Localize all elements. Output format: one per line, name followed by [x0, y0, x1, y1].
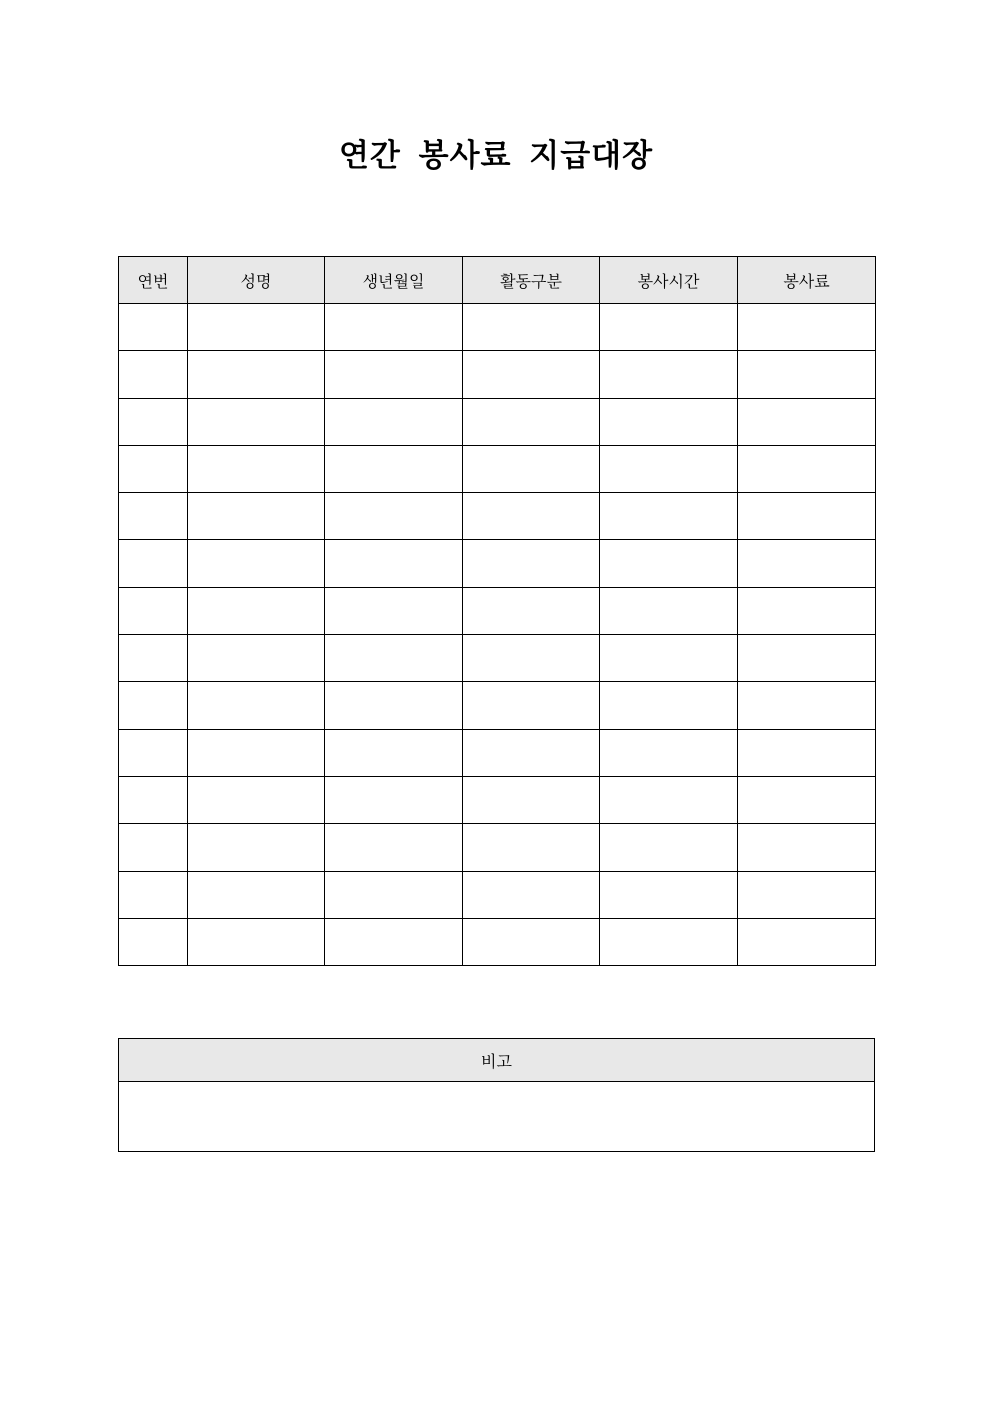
cell-service-fee[interactable]	[738, 729, 876, 776]
cell-service-hours[interactable]	[600, 824, 738, 871]
table-row	[119, 918, 876, 965]
cell-service-hours[interactable]	[600, 918, 738, 965]
cell-name[interactable]	[188, 729, 325, 776]
cell-service-hours[interactable]	[600, 445, 738, 492]
cell-serial-number[interactable]	[119, 871, 188, 918]
cell-service-fee[interactable]	[738, 398, 876, 445]
cell-activity-type[interactable]	[463, 918, 600, 965]
table-row	[119, 776, 876, 823]
cell-activity-type[interactable]	[463, 351, 600, 398]
cell-name[interactable]	[188, 493, 325, 540]
remarks-header: 비고	[119, 1039, 875, 1082]
cell-birth-date[interactable]	[325, 729, 463, 776]
header-birth-date: 생년월일	[325, 257, 463, 304]
cell-service-hours[interactable]	[600, 351, 738, 398]
cell-activity-type[interactable]	[463, 540, 600, 587]
cell-service-hours[interactable]	[600, 493, 738, 540]
cell-service-fee[interactable]	[738, 540, 876, 587]
cell-name[interactable]	[188, 304, 325, 351]
table-row	[119, 540, 876, 587]
cell-birth-date[interactable]	[325, 304, 463, 351]
cell-serial-number[interactable]	[119, 540, 188, 587]
cell-activity-type[interactable]	[463, 871, 600, 918]
cell-birth-date[interactable]	[325, 351, 463, 398]
cell-service-hours[interactable]	[600, 776, 738, 823]
remarks-table	[118, 1038, 875, 1152]
cell-birth-date[interactable]	[325, 587, 463, 634]
cell-service-hours[interactable]	[600, 729, 738, 776]
table-row	[119, 351, 876, 398]
cell-serial-number[interactable]	[119, 398, 188, 445]
header-service-fee: 봉사료	[738, 257, 876, 304]
cell-name[interactable]	[188, 398, 325, 445]
cell-name[interactable]	[188, 351, 325, 398]
cell-service-hours[interactable]	[600, 635, 738, 682]
cell-service-hours[interactable]	[600, 540, 738, 587]
cell-activity-type[interactable]	[463, 729, 600, 776]
cell-service-fee[interactable]	[738, 304, 876, 351]
cell-name[interactable]	[188, 635, 325, 682]
table-row	[119, 398, 876, 445]
table-row	[119, 587, 876, 634]
cell-activity-type[interactable]	[463, 682, 600, 729]
table-row	[119, 729, 876, 776]
table-row	[119, 871, 876, 918]
cell-service-fee[interactable]	[738, 824, 876, 871]
cell-name[interactable]	[188, 540, 325, 587]
cell-name[interactable]	[188, 871, 325, 918]
header-serial-number: 연번	[119, 257, 188, 304]
cell-service-hours[interactable]	[600, 587, 738, 634]
cell-service-fee[interactable]	[738, 635, 876, 682]
cell-activity-type[interactable]	[463, 635, 600, 682]
cell-service-hours[interactable]	[600, 398, 738, 445]
cell-serial-number[interactable]	[119, 445, 188, 492]
cell-serial-number[interactable]	[119, 587, 188, 634]
cell-serial-number[interactable]	[119, 493, 188, 540]
cell-name[interactable]	[188, 587, 325, 634]
cell-birth-date[interactable]	[325, 540, 463, 587]
cell-birth-date[interactable]	[325, 871, 463, 918]
cell-serial-number[interactable]	[119, 351, 188, 398]
cell-service-fee[interactable]	[738, 445, 876, 492]
remarks-cell[interactable]	[119, 1082, 875, 1152]
cell-service-fee[interactable]	[738, 871, 876, 918]
cell-activity-type[interactable]	[463, 824, 600, 871]
table-row	[119, 635, 876, 682]
cell-birth-date[interactable]	[325, 918, 463, 965]
cell-service-fee[interactable]	[738, 587, 876, 634]
cell-birth-date[interactable]	[325, 398, 463, 445]
cell-birth-date[interactable]	[325, 824, 463, 871]
table-row	[119, 824, 876, 871]
cell-serial-number[interactable]	[119, 635, 188, 682]
header-service-hours: 봉사시간	[600, 257, 738, 304]
cell-activity-type[interactable]	[463, 398, 600, 445]
cell-service-fee[interactable]	[738, 776, 876, 823]
ledger-body	[119, 304, 876, 966]
cell-serial-number[interactable]	[119, 824, 188, 871]
table-row	[119, 682, 876, 729]
cell-name[interactable]	[188, 682, 325, 729]
header-name: 성명	[188, 257, 325, 304]
table-row	[119, 304, 876, 351]
ledger-table	[118, 256, 876, 966]
cell-activity-type[interactable]	[463, 776, 600, 823]
cell-serial-number[interactable]	[119, 918, 188, 965]
cell-service-fee[interactable]	[738, 918, 876, 965]
cell-activity-type[interactable]	[463, 445, 600, 492]
ledger-header-row	[119, 257, 876, 304]
table-row	[119, 445, 876, 492]
cell-service-fee[interactable]	[738, 351, 876, 398]
cell-service-hours[interactable]	[600, 304, 738, 351]
cell-name[interactable]	[188, 445, 325, 492]
cell-serial-number[interactable]	[119, 682, 188, 729]
cell-birth-date[interactable]	[325, 682, 463, 729]
document-title: 연간 봉사료 지급대장	[338, 138, 654, 174]
cell-birth-date[interactable]	[325, 776, 463, 823]
cell-service-fee[interactable]	[738, 493, 876, 540]
cell-name[interactable]	[188, 776, 325, 823]
cell-service-fee[interactable]	[738, 682, 876, 729]
cell-serial-number[interactable]	[119, 776, 188, 823]
cell-birth-date[interactable]	[325, 635, 463, 682]
cell-activity-type[interactable]	[463, 493, 600, 540]
cell-birth-date[interactable]	[325, 493, 463, 540]
cell-service-hours[interactable]	[600, 682, 738, 729]
cell-birth-date[interactable]	[325, 445, 463, 492]
header-activity-type: 활동구분	[463, 257, 600, 304]
table-row	[119, 493, 876, 540]
cell-serial-number[interactable]	[119, 304, 188, 351]
cell-activity-type[interactable]	[463, 587, 600, 634]
cell-activity-type[interactable]	[463, 304, 600, 351]
cell-name[interactable]	[188, 918, 325, 965]
cell-name[interactable]	[188, 824, 325, 871]
cell-service-hours[interactable]	[600, 871, 738, 918]
cell-serial-number[interactable]	[119, 729, 188, 776]
